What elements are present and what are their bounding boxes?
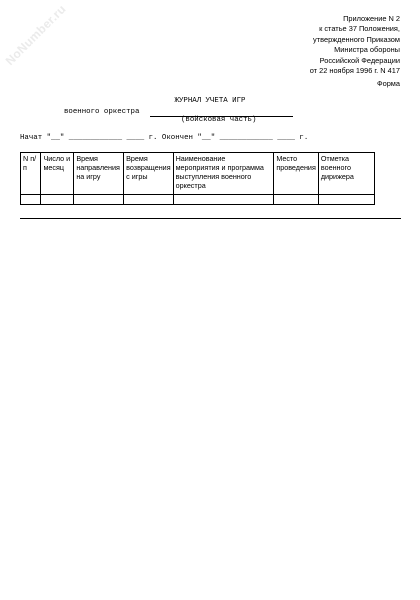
column-header-date: Число и месяц	[41, 153, 74, 195]
table-header-row	[21, 153, 375, 195]
unit-note: (войсковая часть)	[181, 116, 257, 124]
journal-title: ЖУРНАЛ УЧЕТА ИГР	[174, 97, 246, 105]
games-journal-table	[20, 152, 375, 205]
table-cell	[74, 195, 124, 205]
table-cell	[318, 195, 374, 205]
table-cell	[173, 195, 274, 205]
form-label: Форма	[376, 79, 400, 88]
appendix-line: от 22 ноября 1996 г. N 417	[309, 66, 400, 76]
appendix-line: Российской Федерации	[319, 55, 400, 65]
table-row	[21, 195, 375, 205]
orchestra-label: военного оркестра	[64, 108, 140, 116]
table-cell	[274, 195, 319, 205]
appendix-header	[310, 14, 400, 76]
table-cell	[41, 195, 74, 205]
column-header-departure-time: Время направления на игру	[74, 153, 124, 195]
appendix-line: Приложение N 2	[343, 14, 400, 23]
end-divider	[20, 218, 401, 219]
dates-line: Начат "__" ____________ ____ г. Окончен "__" ____________ ____ г.	[20, 134, 309, 142]
column-header-event-program: Наименование мероприятия и программа выступления военного оркестра	[173, 153, 274, 195]
table-cell	[21, 195, 41, 205]
column-header-return-time: Время возвращения с игры	[124, 153, 173, 195]
column-header-number: N п/п	[21, 153, 41, 195]
column-header-conductor-mark: Отметка военного дирижера	[318, 153, 374, 195]
appendix-line: утвержденного Приказом	[313, 34, 400, 44]
appendix-line: Министра обороны	[334, 45, 400, 55]
watermark: NoNumber.ru	[2, 2, 69, 68]
table-cell	[124, 195, 173, 205]
appendix-line: к статье 37 Положения,	[319, 24, 400, 34]
column-header-location: Место проведения	[274, 153, 319, 195]
